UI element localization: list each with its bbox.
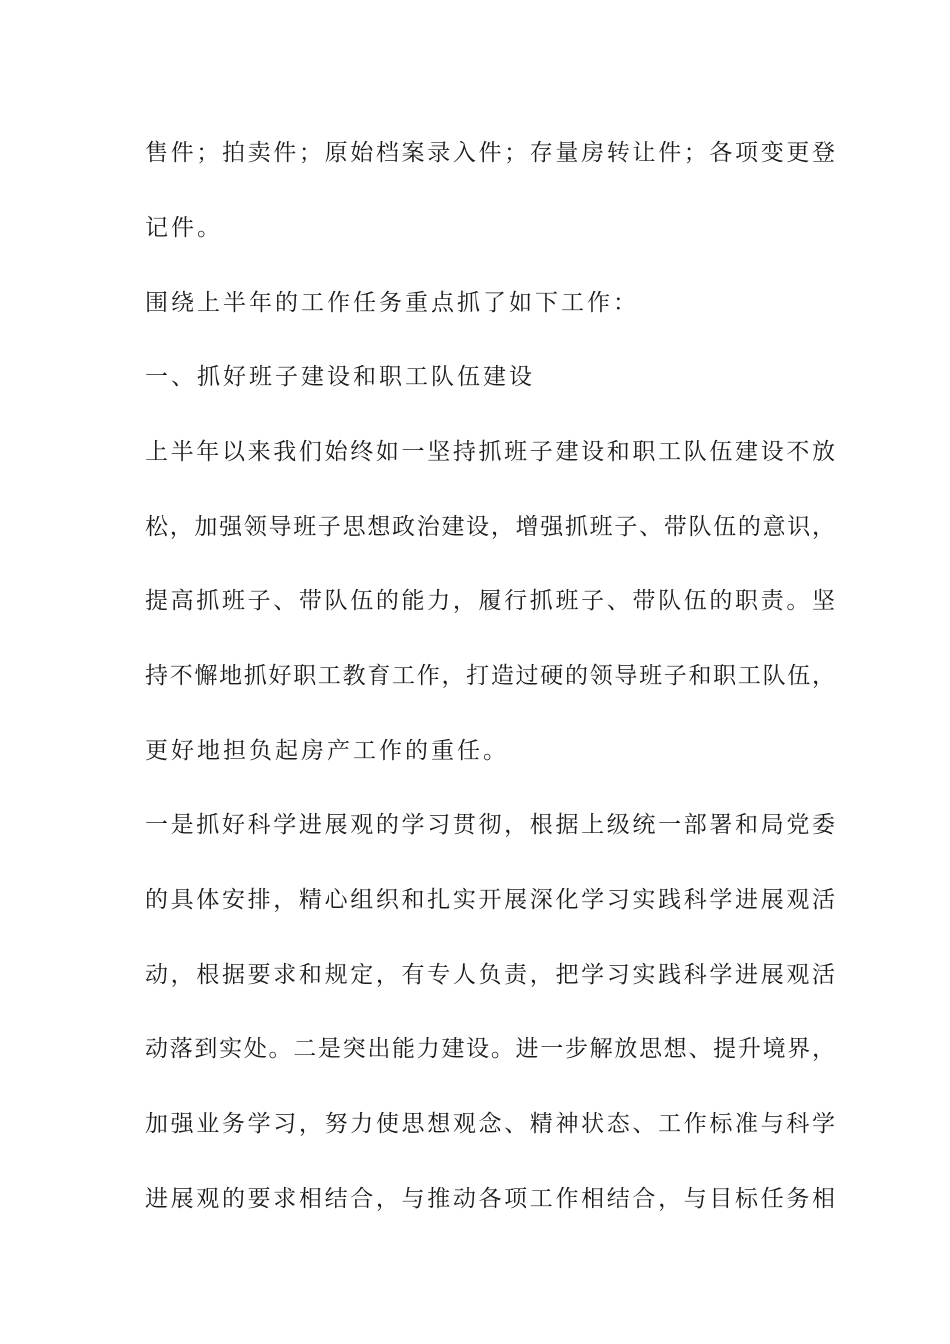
text-line: 加强业务学习，努力使思想观念、精神状态、工作标准与科学: [145, 1111, 835, 1137]
text-line: 的具体安排，精心组织和扎实开展深化学习实践科学进展观活: [145, 887, 835, 913]
text-line: 持不懈地抓好职工教育工作，打造过硬的领导班子和职工队伍，: [145, 663, 835, 689]
text-line: 一是抓好科学进展观的学习贯彻，根据上级统一部署和局党委: [145, 812, 835, 838]
text-line: 动，根据要求和规定，有专人负责，把学习实践科学进展观活: [145, 962, 835, 988]
text-line: 进展观的要求相结合，与推动各项工作相结合，与目标任务相: [145, 1186, 835, 1212]
text-line: 售件；拍卖件；原始档案录入件；存量房转让件；各项变更登: [145, 140, 835, 166]
text-line: 松，加强领导班子思想政治建设，增强抓班子、带队伍的意识，: [145, 514, 835, 540]
text-line: 上半年以来我们始终如一坚持抓班子建设和职工队伍建设不放: [145, 439, 835, 465]
text-line: 记件。: [145, 215, 223, 241]
text-line: 提高抓班子、带队伍的能力，履行抓班子、带队伍的职责。坚: [145, 588, 835, 614]
text-line: 更好地担负起房产工作的重任。: [145, 738, 509, 764]
text-line: 动落到实处。二是突出能力建设。进一步解放思想、提升境界，: [145, 1036, 835, 1062]
text-line: 围绕上半年的工作任务重点抓了如下工作：: [145, 290, 639, 316]
section-heading: 一、抓好班子建设和职工队伍建设: [145, 364, 535, 390]
